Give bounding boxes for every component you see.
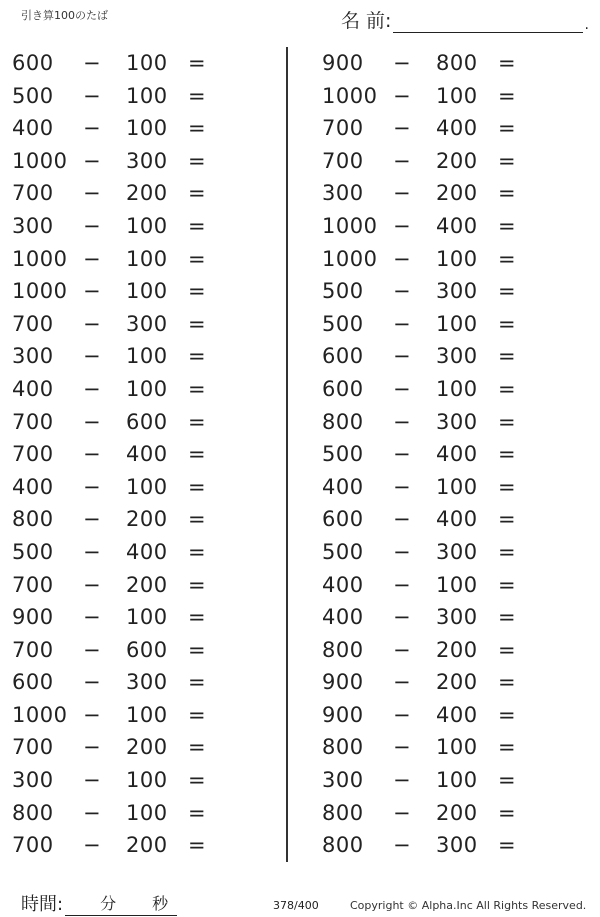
problem-row bbox=[320, 373, 550, 406]
minuend: 400 bbox=[12, 474, 54, 499]
equals-sign: = bbox=[498, 246, 517, 271]
problem-row bbox=[320, 634, 550, 667]
subtrahend: 300 bbox=[436, 344, 478, 369]
minus-sign: − bbox=[83, 474, 102, 499]
minus-sign: − bbox=[393, 800, 412, 825]
minus-sign: − bbox=[83, 800, 102, 825]
minus-sign: − bbox=[83, 409, 102, 434]
problem-row bbox=[320, 177, 550, 210]
subtrahend: 100 bbox=[126, 474, 168, 499]
subtrahend: 100 bbox=[436, 246, 478, 271]
minus-sign: − bbox=[83, 605, 102, 630]
minus-sign: − bbox=[393, 344, 412, 369]
subtrahend: 200 bbox=[436, 148, 478, 173]
minuend: 900 bbox=[322, 670, 364, 695]
column-divider bbox=[286, 47, 288, 862]
equals-sign: = bbox=[498, 279, 517, 304]
problem-row bbox=[320, 340, 550, 373]
equals-sign: = bbox=[188, 768, 207, 793]
problem-row bbox=[10, 731, 240, 764]
equals-sign: = bbox=[188, 409, 207, 434]
equals-sign: = bbox=[498, 311, 517, 336]
minus-sign: − bbox=[393, 539, 412, 564]
equals-sign: = bbox=[188, 442, 207, 467]
minuend: 700 bbox=[12, 735, 54, 760]
minus-sign: − bbox=[393, 246, 412, 271]
minuend: 1000 bbox=[322, 83, 378, 108]
problem-row bbox=[320, 666, 550, 699]
minus-sign: − bbox=[393, 768, 412, 793]
subtrahend: 200 bbox=[126, 572, 168, 597]
minuend: 800 bbox=[12, 507, 54, 532]
subtrahend: 300 bbox=[436, 605, 478, 630]
subtrahend: 200 bbox=[436, 800, 478, 825]
subtrahend: 100 bbox=[126, 605, 168, 630]
problem-row bbox=[10, 764, 240, 797]
subtrahend: 200 bbox=[126, 507, 168, 532]
subtrahend: 100 bbox=[126, 116, 168, 141]
minuend: 800 bbox=[322, 409, 364, 434]
problem-row bbox=[320, 275, 550, 308]
right-problem-column bbox=[320, 47, 550, 862]
subtrahend: 200 bbox=[436, 637, 478, 662]
minus-sign: − bbox=[393, 311, 412, 336]
minuend: 300 bbox=[12, 344, 54, 369]
subtrahend: 100 bbox=[436, 474, 478, 499]
minuend: 400 bbox=[322, 605, 364, 630]
minuend: 900 bbox=[322, 702, 364, 727]
problem-row bbox=[320, 243, 550, 276]
minuend: 700 bbox=[12, 572, 54, 597]
sheet-title: 引き算100のたば bbox=[21, 9, 108, 22]
equals-sign: = bbox=[188, 702, 207, 727]
time-blank-line[interactable] bbox=[65, 893, 177, 916]
minus-sign: − bbox=[83, 311, 102, 336]
minuend: 700 bbox=[12, 442, 54, 467]
subtrahend: 300 bbox=[126, 311, 168, 336]
problem-row bbox=[10, 308, 240, 341]
minuend: 700 bbox=[12, 311, 54, 336]
equals-sign: = bbox=[498, 768, 517, 793]
minus-sign: − bbox=[83, 507, 102, 532]
problem-row bbox=[10, 797, 240, 830]
problem-row bbox=[10, 601, 240, 634]
minuend: 700 bbox=[322, 148, 364, 173]
time-label: 時間: bbox=[21, 894, 64, 915]
minus-sign: − bbox=[83, 833, 102, 858]
minus-sign: − bbox=[393, 474, 412, 499]
problem-row bbox=[320, 308, 550, 341]
problem-row bbox=[10, 80, 240, 113]
subtrahend: 300 bbox=[126, 670, 168, 695]
subtrahend: 100 bbox=[436, 83, 478, 108]
minus-sign: − bbox=[83, 637, 102, 662]
minus-sign: − bbox=[393, 735, 412, 760]
equals-sign: = bbox=[188, 279, 207, 304]
minuend: 500 bbox=[322, 442, 364, 467]
minus-sign: − bbox=[83, 51, 102, 75]
minuend: 1000 bbox=[322, 246, 378, 271]
equals-sign: = bbox=[498, 605, 517, 630]
problem-row bbox=[10, 536, 240, 569]
subtrahend: 100 bbox=[126, 279, 168, 304]
minus-sign: − bbox=[393, 637, 412, 662]
minuend: 700 bbox=[12, 181, 54, 206]
equals-sign: = bbox=[498, 702, 517, 727]
equals-sign: = bbox=[498, 409, 517, 434]
problem-row bbox=[320, 406, 550, 439]
minus-sign: − bbox=[393, 279, 412, 304]
problem-row bbox=[10, 373, 240, 406]
equals-sign: = bbox=[188, 376, 207, 401]
subtrahend: 100 bbox=[436, 768, 478, 793]
subtrahend: 200 bbox=[436, 670, 478, 695]
equals-sign: = bbox=[498, 572, 517, 597]
minus-sign: − bbox=[83, 344, 102, 369]
subtrahend: 200 bbox=[436, 181, 478, 206]
minuend: 300 bbox=[12, 768, 54, 793]
subtrahend: 100 bbox=[436, 311, 478, 336]
minus-sign: − bbox=[393, 507, 412, 532]
minus-sign: − bbox=[83, 148, 102, 173]
subtrahend: 100 bbox=[126, 768, 168, 793]
equals-sign: = bbox=[188, 637, 207, 662]
problem-row bbox=[10, 275, 240, 308]
equals-sign: = bbox=[188, 800, 207, 825]
equals-sign: = bbox=[188, 474, 207, 499]
equals-sign: = bbox=[498, 507, 517, 532]
minuend: 700 bbox=[12, 409, 54, 434]
subtrahend: 800 bbox=[436, 51, 478, 75]
subtrahend: 400 bbox=[436, 213, 478, 238]
minus-sign: − bbox=[393, 181, 412, 206]
problem-row bbox=[320, 210, 550, 243]
subtrahend: 100 bbox=[126, 800, 168, 825]
minuend: 400 bbox=[12, 116, 54, 141]
minuend: 700 bbox=[12, 637, 54, 662]
problem-row bbox=[10, 471, 240, 504]
problem-row bbox=[320, 471, 550, 504]
problem-row bbox=[10, 666, 240, 699]
equals-sign: = bbox=[188, 507, 207, 532]
problem-row bbox=[320, 797, 550, 830]
subtrahend: 300 bbox=[436, 833, 478, 858]
equals-sign: = bbox=[498, 51, 517, 75]
problem-row bbox=[10, 569, 240, 602]
minus-sign: − bbox=[393, 605, 412, 630]
equals-sign: = bbox=[498, 116, 517, 141]
equals-sign: = bbox=[498, 735, 517, 760]
minus-sign: − bbox=[393, 83, 412, 108]
minus-sign: − bbox=[393, 670, 412, 695]
equals-sign: = bbox=[188, 833, 207, 858]
equals-sign: = bbox=[498, 213, 517, 238]
problem-row bbox=[10, 340, 240, 373]
equals-sign: = bbox=[188, 148, 207, 173]
problem-row bbox=[320, 47, 550, 80]
subtrahend: 300 bbox=[436, 279, 478, 304]
subtrahend: 400 bbox=[436, 507, 478, 532]
minus-sign: − bbox=[393, 51, 412, 75]
minus-sign: − bbox=[393, 442, 412, 467]
minus-sign: − bbox=[83, 572, 102, 597]
problem-row bbox=[320, 503, 550, 536]
equals-sign: = bbox=[188, 735, 207, 760]
equals-sign: = bbox=[188, 311, 207, 336]
equals-sign: = bbox=[188, 213, 207, 238]
subtrahend: 100 bbox=[126, 702, 168, 727]
minuend: 1000 bbox=[322, 213, 378, 238]
minuend: 1000 bbox=[12, 279, 68, 304]
minuend: 600 bbox=[322, 344, 364, 369]
minuend: 800 bbox=[322, 637, 364, 662]
problem-row bbox=[320, 601, 550, 634]
subtrahend: 100 bbox=[126, 246, 168, 271]
minus-sign: − bbox=[83, 670, 102, 695]
minus-sign: − bbox=[83, 279, 102, 304]
problem-row bbox=[320, 699, 550, 732]
minuend: 300 bbox=[322, 768, 364, 793]
equals-sign: = bbox=[188, 572, 207, 597]
minus-sign: − bbox=[83, 539, 102, 564]
subtrahend: 400 bbox=[436, 442, 478, 467]
minuend: 700 bbox=[322, 116, 364, 141]
minuend: 400 bbox=[322, 474, 364, 499]
equals-sign: = bbox=[498, 376, 517, 401]
problem-row bbox=[10, 634, 240, 667]
equals-sign: = bbox=[498, 800, 517, 825]
minuend: 900 bbox=[12, 605, 54, 630]
subtrahend: 400 bbox=[436, 702, 478, 727]
subtrahend: 200 bbox=[126, 181, 168, 206]
minuend: 300 bbox=[12, 213, 54, 238]
minuend: 800 bbox=[322, 735, 364, 760]
minuend: 900 bbox=[322, 51, 364, 75]
problem-row bbox=[10, 438, 240, 471]
minus-sign: − bbox=[393, 409, 412, 434]
subtrahend: 300 bbox=[126, 148, 168, 173]
minuend: 500 bbox=[12, 83, 54, 108]
subtrahend: 200 bbox=[126, 833, 168, 858]
subtrahend: 100 bbox=[126, 376, 168, 401]
problem-row bbox=[10, 177, 240, 210]
minus-sign: − bbox=[83, 83, 102, 108]
minus-sign: − bbox=[83, 181, 102, 206]
seconds-label: 秒 bbox=[152, 894, 169, 913]
minuend: 600 bbox=[322, 507, 364, 532]
equals-sign: = bbox=[188, 605, 207, 630]
subtrahend: 600 bbox=[126, 409, 168, 434]
equals-sign: = bbox=[498, 83, 517, 108]
minus-sign: − bbox=[393, 148, 412, 173]
equals-sign: = bbox=[498, 442, 517, 467]
equals-sign: = bbox=[188, 539, 207, 564]
minus-sign: − bbox=[393, 213, 412, 238]
minuend: 800 bbox=[322, 800, 364, 825]
page-number: 378/400 bbox=[273, 899, 319, 912]
equals-sign: = bbox=[498, 148, 517, 173]
problem-row bbox=[10, 503, 240, 536]
equals-sign: = bbox=[498, 539, 517, 564]
minus-sign: − bbox=[83, 768, 102, 793]
minus-sign: − bbox=[83, 116, 102, 141]
minus-sign: − bbox=[83, 376, 102, 401]
subtrahend: 300 bbox=[436, 539, 478, 564]
minuend: 500 bbox=[322, 539, 364, 564]
equals-sign: = bbox=[498, 670, 517, 695]
subtrahend: 200 bbox=[126, 735, 168, 760]
equals-sign: = bbox=[188, 344, 207, 369]
name-blank-line[interactable] bbox=[393, 12, 583, 33]
problem-row bbox=[320, 536, 550, 569]
minus-sign: − bbox=[83, 246, 102, 271]
equals-sign: = bbox=[188, 51, 207, 75]
subtrahend: 400 bbox=[126, 442, 168, 467]
equals-sign: = bbox=[498, 344, 517, 369]
problem-row bbox=[320, 80, 550, 113]
minuend: 1000 bbox=[12, 148, 68, 173]
equals-sign: = bbox=[188, 670, 207, 695]
name-field bbox=[341, 6, 589, 33]
minus-sign: − bbox=[393, 702, 412, 727]
minuend: 600 bbox=[322, 376, 364, 401]
problem-row bbox=[10, 829, 240, 862]
equals-sign: = bbox=[498, 181, 517, 206]
problem-row bbox=[10, 210, 240, 243]
subtrahend: 100 bbox=[436, 572, 478, 597]
problem-row bbox=[10, 699, 240, 732]
problem-row bbox=[320, 438, 550, 471]
subtrahend: 400 bbox=[436, 116, 478, 141]
problem-row bbox=[10, 243, 240, 276]
subtrahend: 400 bbox=[126, 539, 168, 564]
equals-sign: = bbox=[498, 833, 517, 858]
minuend: 500 bbox=[322, 279, 364, 304]
minuend: 400 bbox=[322, 572, 364, 597]
minutes-label: 分 bbox=[100, 894, 117, 913]
problem-row bbox=[320, 764, 550, 797]
minus-sign: − bbox=[83, 735, 102, 760]
minuend: 700 bbox=[12, 833, 54, 858]
minus-sign: − bbox=[393, 376, 412, 401]
subtrahend: 600 bbox=[126, 637, 168, 662]
subtrahend: 100 bbox=[436, 735, 478, 760]
problem-row bbox=[320, 112, 550, 145]
equals-sign: = bbox=[188, 181, 207, 206]
time-field bbox=[21, 890, 177, 916]
minus-sign: − bbox=[83, 702, 102, 727]
equals-sign: = bbox=[498, 637, 517, 662]
problem-row bbox=[10, 145, 240, 178]
subtrahend: 100 bbox=[126, 213, 168, 238]
subtrahend: 100 bbox=[436, 376, 478, 401]
minuend: 600 bbox=[12, 670, 54, 695]
problem-row bbox=[10, 47, 240, 80]
problem-row bbox=[320, 569, 550, 602]
copyright-notice: Copyright © Alpha.Inc All Rights Reserved. bbox=[350, 899, 587, 912]
equals-sign: = bbox=[498, 474, 517, 499]
name-end-dot: . bbox=[584, 17, 589, 33]
minus-sign: − bbox=[83, 442, 102, 467]
minus-sign: − bbox=[393, 833, 412, 858]
minuend: 800 bbox=[322, 833, 364, 858]
name-label: 名 前: bbox=[341, 10, 392, 32]
minus-sign: − bbox=[393, 116, 412, 141]
minuend: 500 bbox=[12, 539, 54, 564]
minuend: 300 bbox=[322, 181, 364, 206]
subtrahend: 100 bbox=[126, 83, 168, 108]
subtrahend: 100 bbox=[126, 51, 168, 75]
problem-row bbox=[320, 731, 550, 764]
problem-row bbox=[10, 406, 240, 439]
minus-sign: − bbox=[83, 213, 102, 238]
minuend: 1000 bbox=[12, 702, 68, 727]
equals-sign: = bbox=[188, 83, 207, 108]
minuend: 600 bbox=[12, 51, 54, 75]
minuend: 500 bbox=[322, 311, 364, 336]
subtrahend: 300 bbox=[436, 409, 478, 434]
problem-row bbox=[10, 112, 240, 145]
minuend: 1000 bbox=[12, 246, 68, 271]
left-problem-column bbox=[10, 47, 240, 862]
problem-row bbox=[320, 829, 550, 862]
problem-row bbox=[320, 145, 550, 178]
equals-sign: = bbox=[188, 246, 207, 271]
minus-sign: − bbox=[393, 572, 412, 597]
minuend: 400 bbox=[12, 376, 54, 401]
subtrahend: 100 bbox=[126, 344, 168, 369]
minuend: 800 bbox=[12, 800, 54, 825]
equals-sign: = bbox=[188, 116, 207, 141]
